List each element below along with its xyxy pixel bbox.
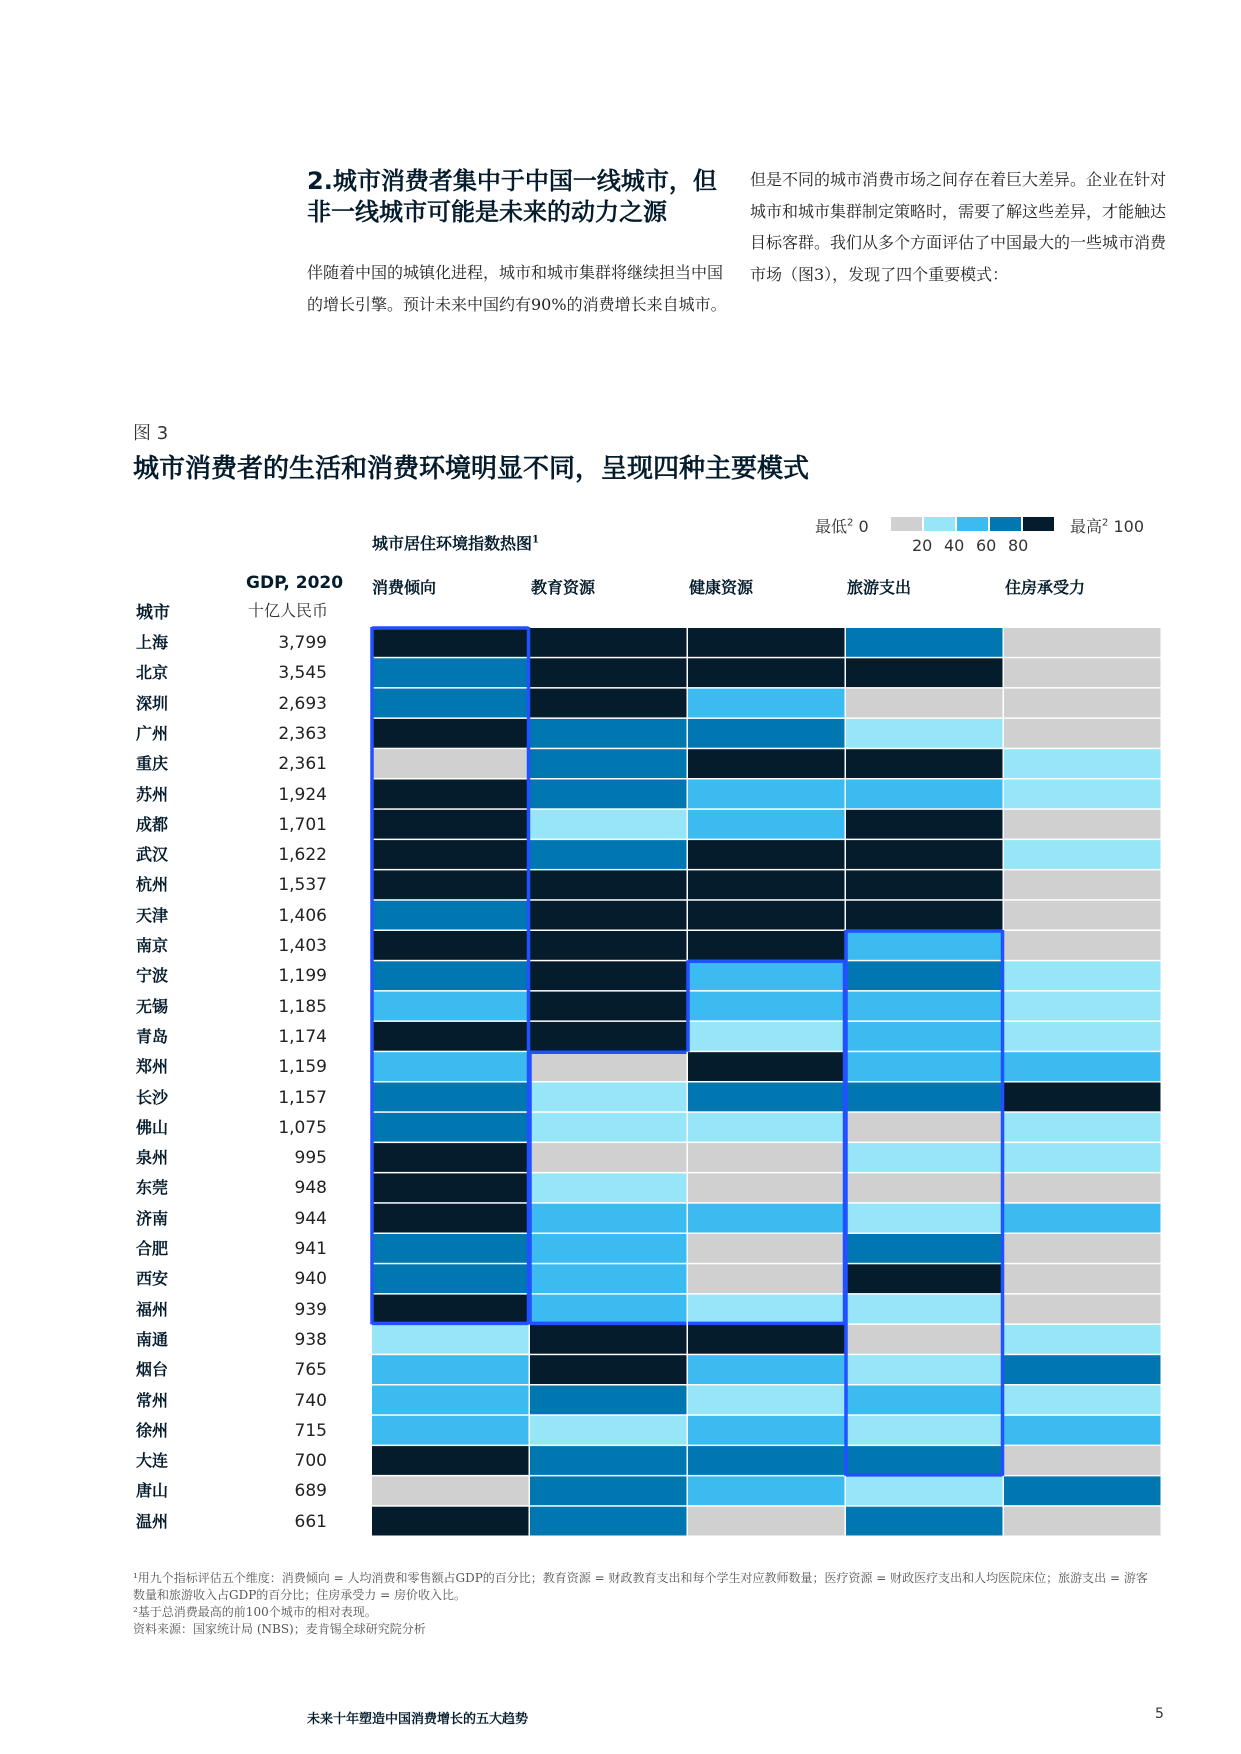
- heatmap-cell: [530, 901, 687, 930]
- gdp-value: 1,174: [278, 1026, 327, 1047]
- city-label: 东莞: [136, 1178, 169, 1198]
- heatmap-cell: [530, 1204, 687, 1233]
- heatmap-cell: [530, 689, 687, 718]
- heatmap-cell: [846, 628, 1003, 657]
- heatmap-cell: [1004, 992, 1161, 1021]
- legend-tick: 80: [1008, 536, 1029, 555]
- heatmap-cell: [1004, 1295, 1161, 1324]
- gdp-value: 1,159: [278, 1057, 327, 1078]
- heatmap-cell: [688, 719, 845, 748]
- heatmap-cell: [530, 1446, 687, 1475]
- gdp-value: 1,185: [278, 996, 327, 1017]
- city-label: 烟台: [136, 1360, 169, 1380]
- heatmap-cell: [530, 1325, 687, 1354]
- legend-high-sup: 2: [1102, 517, 1109, 529]
- column-header: 教育资源: [531, 578, 596, 597]
- heatmap-cell: [530, 1052, 687, 1081]
- heatmap-cell: [1004, 1234, 1161, 1263]
- heatmap-cell: [1004, 780, 1161, 809]
- gdp-value: 938: [294, 1329, 327, 1350]
- heatmap-cell: [688, 1264, 845, 1293]
- heatmap-cell: [372, 901, 529, 930]
- city-label: 上海: [136, 633, 169, 652]
- gdp-value: 995: [294, 1148, 327, 1169]
- city-label: 广州: [136, 723, 169, 743]
- heading-line: 2.城市消费者集中于中国一线城市，但: [307, 167, 717, 195]
- legend-ticks: [912, 536, 1040, 555]
- heatmap-cell: [688, 1234, 845, 1263]
- gdp-value: 2,361: [278, 754, 327, 775]
- figure-title: 城市消费者的生活和消费环境明显不同，呈现四种主要模式: [133, 454, 810, 484]
- city-header: 城市: [136, 603, 170, 623]
- heatmap-cell: [846, 1143, 1003, 1172]
- heatmap-cell: [372, 1264, 529, 1293]
- heatmap-cell: [846, 1052, 1003, 1081]
- heatmap-cell: [1004, 1022, 1161, 1051]
- heatmap-title: [372, 531, 539, 554]
- city-label: 北京: [136, 663, 169, 683]
- heatmap-cell: [688, 1022, 845, 1051]
- heatmap-cell: [1004, 1113, 1161, 1142]
- heatmap-cell: [846, 1325, 1003, 1354]
- heatmap-cell: [1004, 1507, 1161, 1536]
- heatmap-cell: [530, 840, 687, 869]
- heatmap-cell: [372, 931, 529, 960]
- heatmap-cell: [372, 1083, 529, 1112]
- footnote-2: ²基于总消费最高的前100个城市的相对表现。: [133, 1605, 377, 1619]
- city-label: 深圳: [136, 693, 169, 713]
- heatmap-cell: [846, 1264, 1003, 1293]
- heatmap-title-text: 城市居住环境指数热图: [372, 534, 533, 553]
- gdp-value: 700: [294, 1451, 327, 1472]
- heatmap-cell: [530, 719, 687, 748]
- heatmap-cell: [372, 1295, 529, 1324]
- heatmap-cell: [1004, 1476, 1161, 1505]
- legend-low-sup: 2: [847, 517, 854, 529]
- gdp-value: 715: [294, 1420, 327, 1441]
- heatmap-cell: [688, 1416, 845, 1445]
- heatmap-cell: [372, 1052, 529, 1081]
- heatmap-cell: [846, 1113, 1003, 1142]
- footnotes: [133, 1570, 1153, 1638]
- heatmap-cell: [688, 1476, 845, 1505]
- gdp-value: 1,622: [278, 845, 327, 866]
- heatmap-cell: [1004, 719, 1161, 748]
- heatmap-cell: [1004, 689, 1161, 718]
- heatmap-cell: [530, 1022, 687, 1051]
- heatmap-cell: [1004, 961, 1161, 990]
- heatmap-cell: [1004, 1446, 1161, 1475]
- heatmap-cell: [530, 931, 687, 960]
- heatmap-cell: [1004, 810, 1161, 839]
- city-label: 杭州: [136, 875, 169, 895]
- heatmap-cell: [530, 1386, 687, 1415]
- heatmap-cell: [530, 992, 687, 1021]
- heatmap-cell: [1004, 658, 1161, 687]
- heatmap-cell: [846, 689, 1003, 718]
- legend-low-label: 最低: [815, 517, 848, 536]
- legend-low-value: 0: [858, 517, 869, 536]
- city-label: 大连: [136, 1451, 169, 1471]
- gdp-value: 1,199: [278, 966, 327, 987]
- figure-label: 图 3: [133, 423, 169, 444]
- city-label: 泉州: [136, 1148, 169, 1168]
- column-header: 健康资源: [689, 578, 754, 597]
- heatmap-cell: [372, 719, 529, 748]
- legend-tick: 40: [944, 536, 965, 555]
- gdp-value: 948: [294, 1178, 327, 1199]
- gdp-value: 1,701: [278, 814, 327, 835]
- heatmap-cell: [372, 1355, 529, 1384]
- heatmap-cell: [530, 628, 687, 657]
- heatmap-cell: [846, 1476, 1003, 1505]
- gdp-value: 940: [294, 1269, 327, 1290]
- section-heading: [307, 166, 747, 228]
- heatmap-cell: [530, 1143, 687, 1172]
- source-note: 资料来源：国家统计局 (NBS)；麦肯锡全球研究院分析: [133, 1622, 426, 1636]
- legend-swatch: [990, 517, 1021, 531]
- gdp-value: 3,799: [278, 633, 327, 653]
- column-header: 旅游支出: [847, 578, 912, 597]
- city-label: 佛山: [136, 1117, 169, 1137]
- heatmap-cell: [372, 840, 529, 869]
- city-label: 武汉: [136, 845, 169, 865]
- gdp-value: 765: [294, 1360, 327, 1381]
- heatmap-cell: [846, 810, 1003, 839]
- heatmap-cell: [846, 992, 1003, 1021]
- heatmap-cell: [688, 810, 845, 839]
- heatmap-cell: [688, 1083, 845, 1112]
- heatmap-title-sup: 1: [532, 534, 539, 546]
- heatmap-cell: [1004, 1173, 1161, 1202]
- legend-color-bar: [891, 517, 1054, 531]
- gdp-value: 2,693: [278, 693, 327, 714]
- heatmap-cell: [846, 901, 1003, 930]
- heatmap-cell: [530, 1173, 687, 1202]
- heatmap-cell: [688, 901, 845, 930]
- heatmap-cell: [688, 1173, 845, 1202]
- gdp-value: 2,363: [278, 723, 327, 744]
- heading-line: 非一线城市可能是未来的动力之源: [307, 198, 667, 226]
- heatmap-cell: [1004, 1264, 1161, 1293]
- legend-high: [1070, 514, 1144, 537]
- city-label: 天津: [136, 905, 169, 925]
- city-label: 常州: [136, 1390, 169, 1410]
- gdp-value: 3,545: [278, 663, 327, 684]
- heatmap-cell: [372, 1234, 529, 1263]
- heatmap-cell: [1004, 931, 1161, 960]
- page-number: 5: [1155, 1706, 1164, 1722]
- heatmap-cell: [846, 1204, 1003, 1233]
- heatmap-cell: [846, 1173, 1003, 1202]
- heatmap-cell: [846, 870, 1003, 899]
- heatmap-cell: [688, 1052, 845, 1081]
- heatmap-cell: [372, 810, 529, 839]
- heatmap-cell: [372, 1416, 529, 1445]
- heatmap-cell: [1004, 1143, 1161, 1172]
- heatmap-cell: [1004, 870, 1161, 899]
- heatmap-cell: [1004, 1204, 1161, 1233]
- heatmap-cell: [372, 1173, 529, 1202]
- gdp-value: 1,406: [278, 905, 327, 926]
- column-header: 住房承受力: [1005, 578, 1086, 597]
- legend-tick: 60: [976, 536, 997, 555]
- heatmap: [372, 628, 1164, 1540]
- city-label: 唐山: [136, 1481, 169, 1501]
- heatmap-cell: [530, 1264, 687, 1293]
- column-header: 消费倾向: [372, 578, 437, 597]
- heatmap-cell: [846, 1295, 1003, 1324]
- heatmap-cell: [1004, 1416, 1161, 1445]
- heatmap-cell: [530, 1083, 687, 1112]
- heatmap-cell: [846, 1386, 1003, 1415]
- heatmap-cell: [372, 1143, 529, 1172]
- gdp-value: 1,924: [278, 784, 327, 805]
- heatmap-cell: [846, 1083, 1003, 1112]
- heatmap-cell: [1004, 1325, 1161, 1354]
- heatmap-cell: [1004, 1355, 1161, 1384]
- gdp-value: 1,403: [278, 936, 327, 956]
- heatmap-cell: [688, 780, 845, 809]
- city-label: 福州: [136, 1299, 169, 1319]
- heatmap-cell: [688, 931, 845, 960]
- heatmap-cell: [1004, 1386, 1161, 1415]
- gdp-value: 740: [294, 1390, 327, 1411]
- heatmap-cell: [688, 749, 845, 778]
- city-label: 无锡: [136, 996, 169, 1016]
- heatmap-cell: [372, 1386, 529, 1415]
- heatmap-cell: [372, 689, 529, 718]
- city-label: 南通: [136, 1329, 169, 1349]
- heatmap-cell: [688, 1295, 845, 1324]
- city-label: 苏州: [136, 784, 169, 804]
- gdp-value: 1,075: [278, 1117, 327, 1138]
- city-label: 济南: [136, 1208, 169, 1228]
- gdp-value: 689: [294, 1481, 327, 1502]
- heatmap-cell: [372, 1204, 529, 1233]
- heatmap-cell: [688, 1446, 845, 1475]
- heatmap-cell: [372, 658, 529, 687]
- heatmap-cell: [1004, 840, 1161, 869]
- legend-swatch: [891, 517, 922, 531]
- gdp-value: 939: [294, 1299, 327, 1320]
- heatmap-cell: [372, 1113, 529, 1142]
- heatmap-cell: [688, 870, 845, 899]
- city-label: 徐州: [136, 1420, 169, 1440]
- legend-high-label: 最高: [1070, 517, 1103, 536]
- heatmap-cell: [688, 992, 845, 1021]
- legend-swatch: [924, 517, 955, 531]
- paragraph-left: 伴随着中国的城镇化进程，城市和城市集群将继续担当中国的增长引擎。预计未来中国约有90%的消费增长来自城市。: [307, 263, 727, 314]
- heatmap-cell: [688, 1386, 845, 1415]
- heatmap-cell: [1004, 901, 1161, 930]
- heatmap-cell: [846, 780, 1003, 809]
- heatmap-cell: [846, 1507, 1003, 1536]
- heatmap-cell: [1004, 1052, 1161, 1081]
- heatmap-cell: [846, 1355, 1003, 1384]
- heatmap-cell: [688, 1325, 845, 1354]
- gdp-unit: 十亿人民币: [248, 601, 329, 620]
- heatmap-cell: [688, 1355, 845, 1384]
- legend-low: [815, 514, 869, 537]
- gdp-value: 1,157: [278, 1087, 327, 1108]
- heatmap-cell: [372, 628, 529, 657]
- heatmap-cell: [688, 1204, 845, 1233]
- heatmap-cell: [846, 1022, 1003, 1051]
- heatmap-cell: [1004, 1083, 1161, 1112]
- legend-swatch: [1023, 517, 1054, 531]
- heatmap-cell: [530, 870, 687, 899]
- heatmap-cell: [372, 780, 529, 809]
- heatmap-cell: [846, 1446, 1003, 1475]
- heatmap-cell: [372, 1325, 529, 1354]
- heatmap-cell: [372, 1476, 529, 1505]
- heatmap-cell: [1004, 749, 1161, 778]
- heatmap-cell: [688, 658, 845, 687]
- heatmap-cell: [688, 840, 845, 869]
- heatmap-cell: [530, 961, 687, 990]
- heatmap-cell: [688, 689, 845, 718]
- heatmap-cell: [372, 749, 529, 778]
- heatmap-cell: [530, 1113, 687, 1142]
- heatmap-cell: [372, 1507, 529, 1536]
- heatmap-cell: [530, 1355, 687, 1384]
- heatmap-cell: [1004, 628, 1161, 657]
- heatmap-cell: [372, 1446, 529, 1475]
- heatmap-cell: [688, 961, 845, 990]
- city-label: 重庆: [136, 754, 169, 774]
- gdp-value: 944: [294, 1208, 327, 1229]
- gdp-value: 941: [294, 1239, 327, 1259]
- footnote-1: ¹用九个指标评估五个维度：消费倾向 = 人均消费和零售额占GDP的百分比；教育资源 = 财政教育支出和每个学生对应教师数量；医疗资源 = 财政医疗支出和人均医院床位；旅游支出 = 游客数量和旅游收入占GDP的百分比；住房承受力 = 房价收入比。: [133, 1571, 1148, 1602]
- heatmap-cell: [688, 1143, 845, 1172]
- heatmap-cell: [846, 931, 1003, 960]
- heatmap-cell: [372, 1022, 529, 1051]
- heatmap-cell: [846, 961, 1003, 990]
- heatmap-cell: [688, 628, 845, 657]
- city-label: 合肥: [136, 1239, 169, 1258]
- paragraph-right: 但是不同的城市消费市场之间存在着巨大差异。企业在针对城市和城市集群制定策略时，需要了解这些差异，才能触达目标客群。我们从多个方面评估了中国最大的一些城市消费市场（图3），发现了四个重要模式：: [750, 170, 1167, 284]
- heatmap-cell: [530, 1416, 687, 1445]
- city-label: 长沙: [136, 1087, 169, 1107]
- heatmap-cell: [530, 658, 687, 687]
- heatmap-cell: [846, 658, 1003, 687]
- city-label: 西安: [136, 1269, 169, 1289]
- legend-high-value: 100: [1113, 517, 1145, 536]
- legend-tick: 20: [912, 536, 933, 555]
- heatmap-cell: [846, 840, 1003, 869]
- heatmap-cell: [688, 1113, 845, 1142]
- heatmap-cell: [530, 1234, 687, 1263]
- gdp-value: 661: [294, 1511, 327, 1532]
- heatmap-cell: [530, 780, 687, 809]
- heatmap-cell: [846, 749, 1003, 778]
- heatmap-cell: [372, 870, 529, 899]
- city-label: 郑州: [136, 1057, 169, 1077]
- gdp-value: 1,537: [278, 875, 327, 896]
- heatmap-cell: [530, 749, 687, 778]
- heatmap-cell: [530, 1507, 687, 1536]
- heatmap-cell: [846, 1416, 1003, 1445]
- city-label: 成都: [136, 814, 169, 834]
- city-label: 南京: [136, 936, 169, 955]
- legend-swatch: [957, 517, 988, 531]
- heatmap-cell: [846, 719, 1003, 748]
- city-label: 青岛: [136, 1026, 169, 1046]
- gdp-header: GDP, 2020: [246, 573, 344, 593]
- heatmap-cell: [530, 1295, 687, 1324]
- heatmap-cell: [530, 1476, 687, 1505]
- footer-title: 未来十年塑造中国消费增长的五大趋势: [307, 1712, 529, 1727]
- city-label: 宁波: [136, 966, 169, 986]
- heatmap-cell: [372, 961, 529, 990]
- heatmap-cell: [688, 1507, 845, 1536]
- heatmap-cell: [530, 810, 687, 839]
- city-label: 温州: [136, 1511, 169, 1531]
- heatmap-cell: [846, 1234, 1003, 1263]
- heatmap-cell: [372, 992, 529, 1021]
